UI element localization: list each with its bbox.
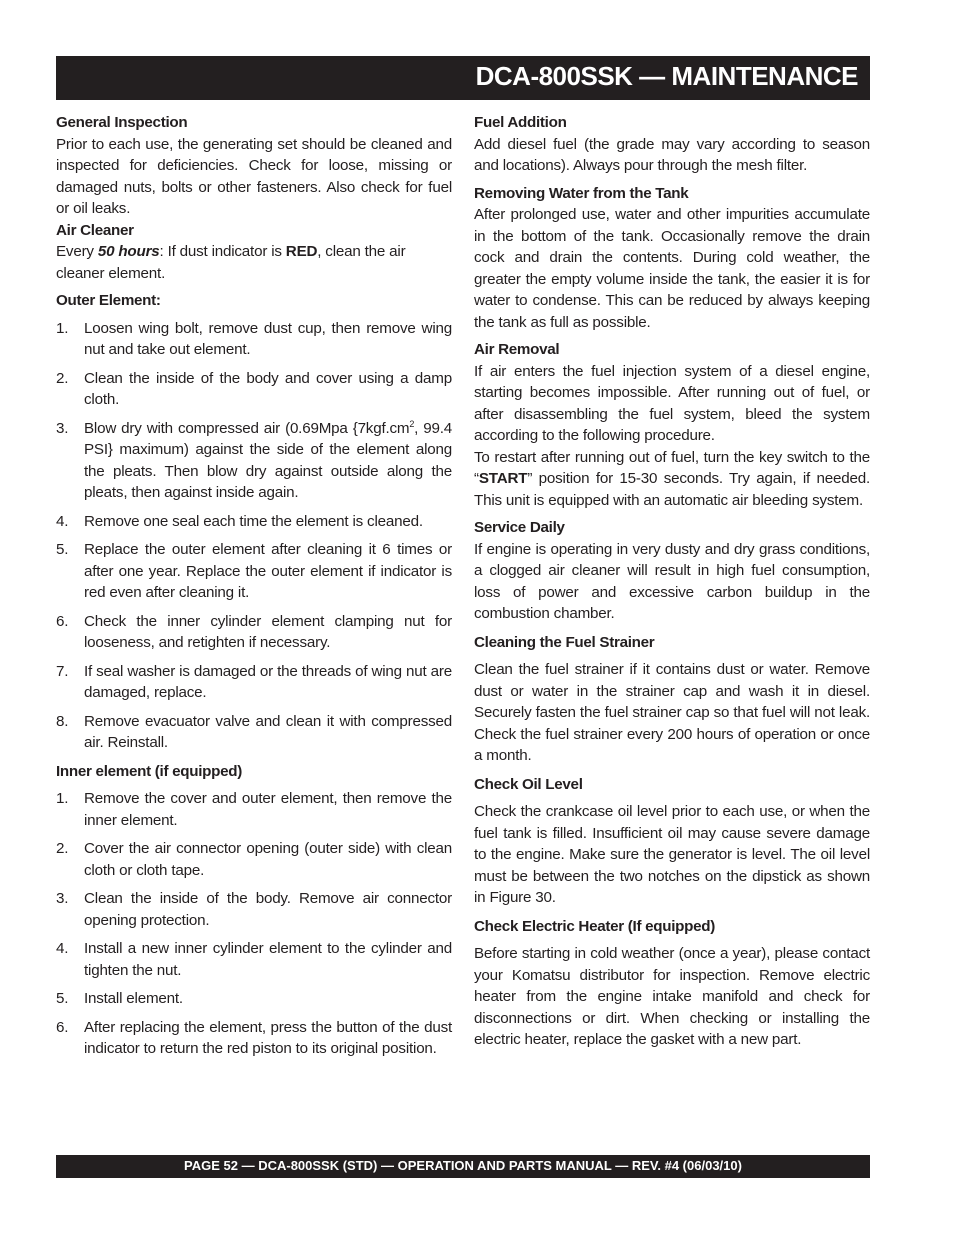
general-inspection-text: Prior to each use, the generating set should be cleaned and inspected for deficiencies. Check for loose, missing or damaged nuts, bolts or other fasteners. Also check for fuel or oil leaks.	[56, 135, 452, 217]
list-item: 2. Clean the inside of the body and cover using a damp cloth.	[56, 369, 452, 408]
air-removal-heading: Air Removal	[474, 341, 560, 358]
page-title: DCA-800SSK — MAINTENANCE	[475, 61, 858, 91]
header-bar	[56, 56, 870, 100]
left-column	[56, 112, 452, 1067]
right-column	[474, 112, 870, 1051]
air-cleaner-middle: : If dust indicator is	[159, 243, 286, 260]
inner-element-heading: Inner element (if equipped)	[56, 762, 242, 780]
electric-heater-heading: Check Electric Heater (If equipped)	[474, 917, 716, 935]
oil-level-heading: Check Oil Level	[474, 775, 583, 793]
list-item: 8. Remove evacuator valve and clean it with compressed air. Reinstall.	[56, 712, 452, 751]
fuel-strainer-text: Clean the fuel strainer if it contains dust or water. Remove dust or water in the strainer cap and wash it in diesel. Securely fasten the fuel strainer cap so that fuel will not leak. Check the fuel strainer every 200 hours of operation or once a month.	[474, 661, 870, 764]
list-item: 1. Remove the cover and outer element, then remove the inner element.	[56, 790, 452, 829]
fuel-addition-heading: Fuel Addition	[474, 114, 567, 131]
list-item: 3. Blow dry with compressed air (0.69Mpa {$7kgf.cm^2$, 99.4 PSI} maximum) against the side of the element along the pleats. Then blow dry against outside along the pleats, then against inside again.	[56, 418, 452, 501]
air-removal-restart-text: To restart after running out of fuel, turn the key switch to the “START” position for 15-30 seconds. Try again, if needed. This unit is equipped with an automatic air bleeding system.	[474, 448, 870, 509]
air-cleaner-red: RED	[285, 243, 318, 260]
footer-text: PAGE 52 — DCA-800SSK (STD) — OPERATION AND PARTS MANUAL — REV. #4 (06/03/10)	[184, 1158, 742, 1173]
air-cleaner-hours: 50 hours	[97, 243, 160, 260]
list-item: 1. Loosen wing bolt, remove dust cup, then remove wing nut and take out element.	[56, 319, 452, 358]
general-inspection-heading: General Inspection	[56, 114, 188, 131]
list-item: 7. If seal washer is damaged or the threads of wing nut are damaged, replace.	[56, 662, 452, 701]
footer-bar	[56, 1155, 870, 1178]
outer-element-list	[56, 318, 452, 754]
electric-heater-text: Before starting in cold weather (once a year), please contact your Komatsu distributor for inspection. Remove electric heater from the engine intake manifold and check for disconnections or dirt. When checking or installing the electric heater, replace the gasket with a new part.	[474, 945, 870, 1048]
service-daily-heading: Service Daily	[474, 519, 565, 536]
fuel-strainer-heading: Cleaning the Fuel Strainer	[474, 633, 655, 651]
list-item: 3. Clean the inside of the body. Remove air connector opening protection.	[56, 890, 452, 929]
list-item: 5. Replace the outer element after cleaning it 6 times or after one year. Replace the outer element if indicator is red even after cleaning it.	[56, 541, 452, 601]
list-item: 6. Check the inner cylinder element clamping nut for looseness, and retighten if necessary.	[56, 612, 452, 651]
list-item: 5. Install element.	[56, 990, 183, 1007]
fuel-addition-text: Add diesel fuel (the grade may vary according to season and locations). Always pour through the mesh filter.	[474, 135, 870, 174]
list-item: 6. After replacing the element, press the button of the dust indicator to return the red piston to its original position.	[56, 1018, 452, 1057]
service-daily-text: If engine is operating in very dusty and dry grass conditions, a clogged air cleaner will result in high fuel consumption, loss of power and excessive carbon buildup in the combustion chamber.	[474, 540, 870, 622]
air-removal-text: If air enters the fuel injection system of a diesel engine, starting becomes impossible. After running out of fuel, or after disassembling the fuel system, bleed the system according to the following procedure.	[474, 362, 870, 444]
outer-element-heading: Outer Element:	[56, 292, 161, 309]
list-item: 2. Cover the air connector opening (outer side) with clean cloth or cloth tape.	[56, 840, 452, 879]
air-cleaner-text	[56, 241, 452, 284]
removing-water-text: After prolonged use, water and other impurities accumulate in the bottom of the tank. Occasionally remove the drain cock and drain the contents. During cold weather, the greater the empty volume inside the tank, the easier it is for water to condense. This can be reduced by always keeping the tank as full as possible.	[474, 206, 870, 331]
air-cleaner-suffix: , clean the air cleaner element.	[56, 243, 406, 282]
list-item: 4. Remove one seal each time the element is cleaned.	[56, 512, 423, 530]
air-cleaner-heading: Air Cleaner	[56, 221, 134, 239]
list-item: 4. Install a new inner cylinder element to the cylinder and tighten the nut.	[56, 940, 452, 979]
start-keyword: START	[478, 470, 528, 487]
air-cleaner-prefix: Every	[56, 243, 98, 260]
oil-level-text: Check the crankcase oil level prior to each use, or when the fuel tank is filled. Insufficient oil may cause severe damage to the engine. Make sure the generator is level. The oil level must be between the two notches on the dipstick as shown in Figure 30.	[474, 803, 870, 906]
removing-water-heading: Removing Water from the Tank	[474, 184, 689, 202]
inner-element-list	[56, 788, 452, 1060]
